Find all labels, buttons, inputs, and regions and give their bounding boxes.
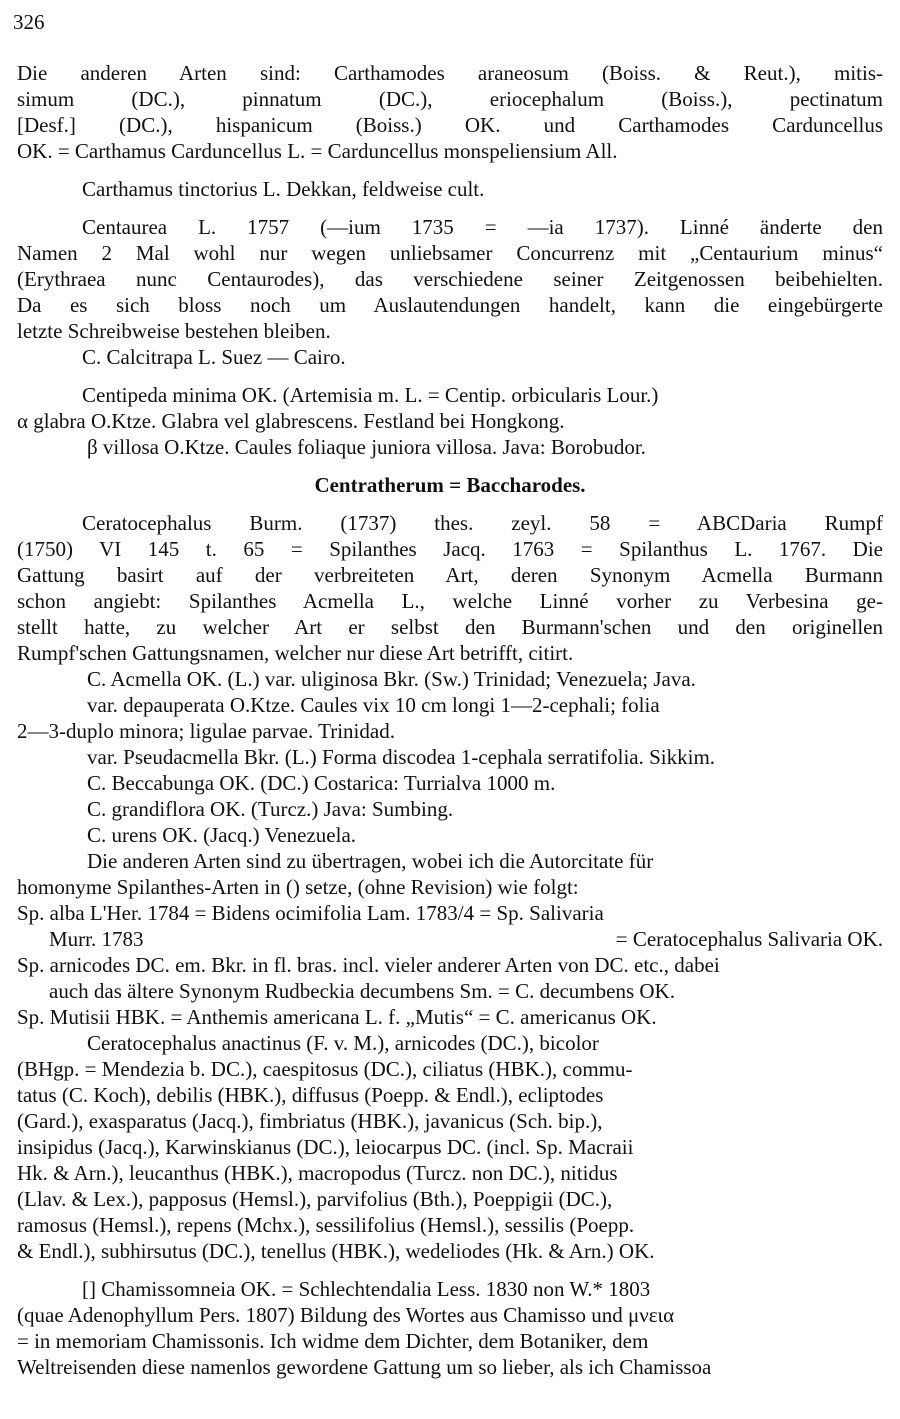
text-line: Gattung basirt auf der verbreiteten Art, deren Synonym Acmella Burmann [17, 563, 883, 587]
text-line: C. urens OK. (Jacq.) Venezuela. [87, 823, 357, 847]
entry-heading-centipeda: Centipeda minima OK. (Artemisia m. L. = Centip. orbicularis Lour.) [82, 383, 659, 407]
text-line: [Desf.] (DC.), hispanicum (Boiss.) OK. und Carthamodes Carduncellus [17, 113, 883, 137]
entry-heading-centaurea: Centaurea L. 1757 (—ium 1735 = —ia 1737). Linné änderte den [82, 215, 883, 239]
text-line: (Gard.), exasparatus (Jacq.), fimbriatus (HBK.), javanicus (Sch. bip.), [17, 1109, 603, 1133]
text-line: (quae Adenophyllum Pers. 1807) Bildung des Wortes aus Chamisso und μνεια [17, 1303, 675, 1327]
entry-heading-chamissomneia: [] Chamissomneia OK. = Schlechtendalia Less. 1830 non W.* 1803 [82, 1277, 651, 1301]
text-line: Murr. 1783 [49, 927, 144, 951]
text-line: Die anderen Arten sind zu übertragen, wobei ich die Autorcitate für [87, 849, 654, 873]
text-line: Sp. arnicodes DC. em. Bkr. in fl. bras. incl. vieler anderer Arten von DC. etc., dabei [17, 953, 720, 977]
text-line: (Erythraea nunc Centaurodes), das verschiedene seiner Zeitgenossen beibehielten. [17, 267, 883, 291]
text-line: α glabra O.Ktze. Glabra vel glabrescens. Festland bei Hongkong. [17, 409, 565, 433]
page-number: 326 [13, 10, 45, 34]
entry-heading-centratherum: Centratherum = Baccharodes. [314, 473, 586, 497]
text-line: & Endl.), subhirsutus (DC.), tenellus (HBK.), wedeliodes (Hk. & Arn.) OK. [17, 1239, 655, 1263]
text-line: = Ceratocephalus Salivaria OK. [615, 927, 883, 951]
text-line: ramosus (Hemsl.), repens (Mchx.), sessilifolius (Hemsl.), sessilis (Poepp. [17, 1213, 635, 1237]
text-line: tatus (C. Koch), debilis (HBK.), diffusus (Poepp. & Endl.), ecliptodes [17, 1083, 604, 1107]
text-line: Da es sich bloss noch um Auslautendungen handelt, kann die eingebürgerte [17, 293, 883, 317]
text-line: homonyme Spilanthes-Arten in () setze, (ohne Revision) wie folgt: [17, 875, 579, 899]
text-line: OK. = Carthamus Carduncellus L. = Carduncellus monspeliensium All. [17, 139, 618, 163]
entry-heading-ceratocephalus: Ceratocephalus Burm. (1737) thes. zeyl. 58 = ABCDaria Rumpf [82, 511, 883, 535]
text-line: C. Calcitrapa L. Suez — Cairo. [82, 345, 346, 369]
text-line: schon angiebt: Spilanthes Acmella L., welche Linné vorher zu Verbesina ge- [17, 589, 883, 613]
text-line: 2—3-duplo minora; ligulae parvae. Trinidad. [17, 719, 395, 743]
text-line: C. grandiflora OK. (Turcz.) Java: Sumbing. [87, 797, 454, 821]
text-line: C. Beccabunga OK. (DC.) Costarica: Turrialva 1000 m. [87, 771, 556, 795]
text-line: Hk. & Arn.), leucanthus (HBK.), macropodus (Turcz. non DC.), nitidus [17, 1161, 618, 1185]
text-line: Sp. Mutisii HBK. = Anthemis americana L. f. „Mutis“ = C. americanus OK. [17, 1005, 657, 1029]
text-line: Weltreisenden diese namenlos gewordene Gattung um so lieber, als ich Chamissoa [17, 1355, 712, 1379]
text-line: (1750) VI 145 t. 65 = Spilanthes Jacq. 1763 = Spilanthus L. 1767. Die [17, 537, 883, 561]
text-line: C. Acmella OK. (L.) var. uliginosa Bkr. (Sw.) Trinidad; Venezuela; Java. [87, 667, 696, 691]
text-line: Die anderen Arten sind: Carthamodes araneosum (Boiss. & Reut.), mitis- [17, 61, 883, 85]
text-line: stellt hatte, zu welcher Art er selbst den Burmann'schen und den originellen [17, 615, 883, 639]
text-line: β villosa O.Ktze. Caules foliaque juniora villosa. Java: Borobudor. [87, 435, 646, 459]
page-text [17, 60, 883, 1380]
text-line: Rumpf'schen Gattungsnamen, welcher nur diese Art betrifft, citirt. [17, 641, 574, 665]
text-line: Sp. alba L'Her. 1784 = Bidens ocimifolia Lam. 1783/4 = Sp. Salivaria [17, 901, 604, 925]
text-line: Ceratocephalus anactinus (F. v. M.), arnicodes (DC.), bicolor [87, 1031, 599, 1055]
text-line: insipidus (Jacq.), Karwinskianus (DC.), leiocarpus DC. (incl. Sp. Macraii [17, 1135, 634, 1159]
text-line: auch das ältere Synonym Rudbeckia decumbens Sm. = C. decumbens OK. [49, 979, 675, 1003]
text-line: = in memoriam Chamissonis. Ich widme dem Dichter, dem Botaniker, dem [17, 1329, 649, 1353]
text-line: simum (DC.), pinnatum (DC.), eriocephalum (Boiss.), pectinatum [17, 87, 883, 111]
text-line: letzte Schreibweise bestehen bleiben. [17, 319, 331, 343]
text-line: Namen 2 Mal wohl nur wegen unliebsamer Concurrenz mit „Centaurium minus“ [17, 241, 883, 265]
entry-heading-carthamus: Carthamus tinctorius L. Dekkan, feldweise cult. [82, 177, 485, 201]
text-line: var. depauperata O.Ktze. Caules vix 10 cm longi 1—2-cephali; folia [87, 693, 660, 717]
text-line: var. Pseudacmella Bkr. (L.) Forma discodea 1-cephala serratifolia. Sikkim. [87, 745, 716, 769]
text-line: (Llav. & Lex.), papposus (Hemsl.), parvifolius (Bth.), Poeppigii (DC.), [17, 1187, 613, 1211]
text-line: (BHgp. = Mendezia b. DC.), caespitosus (DC.), ciliatus (HBK.), commu- [17, 1057, 633, 1081]
